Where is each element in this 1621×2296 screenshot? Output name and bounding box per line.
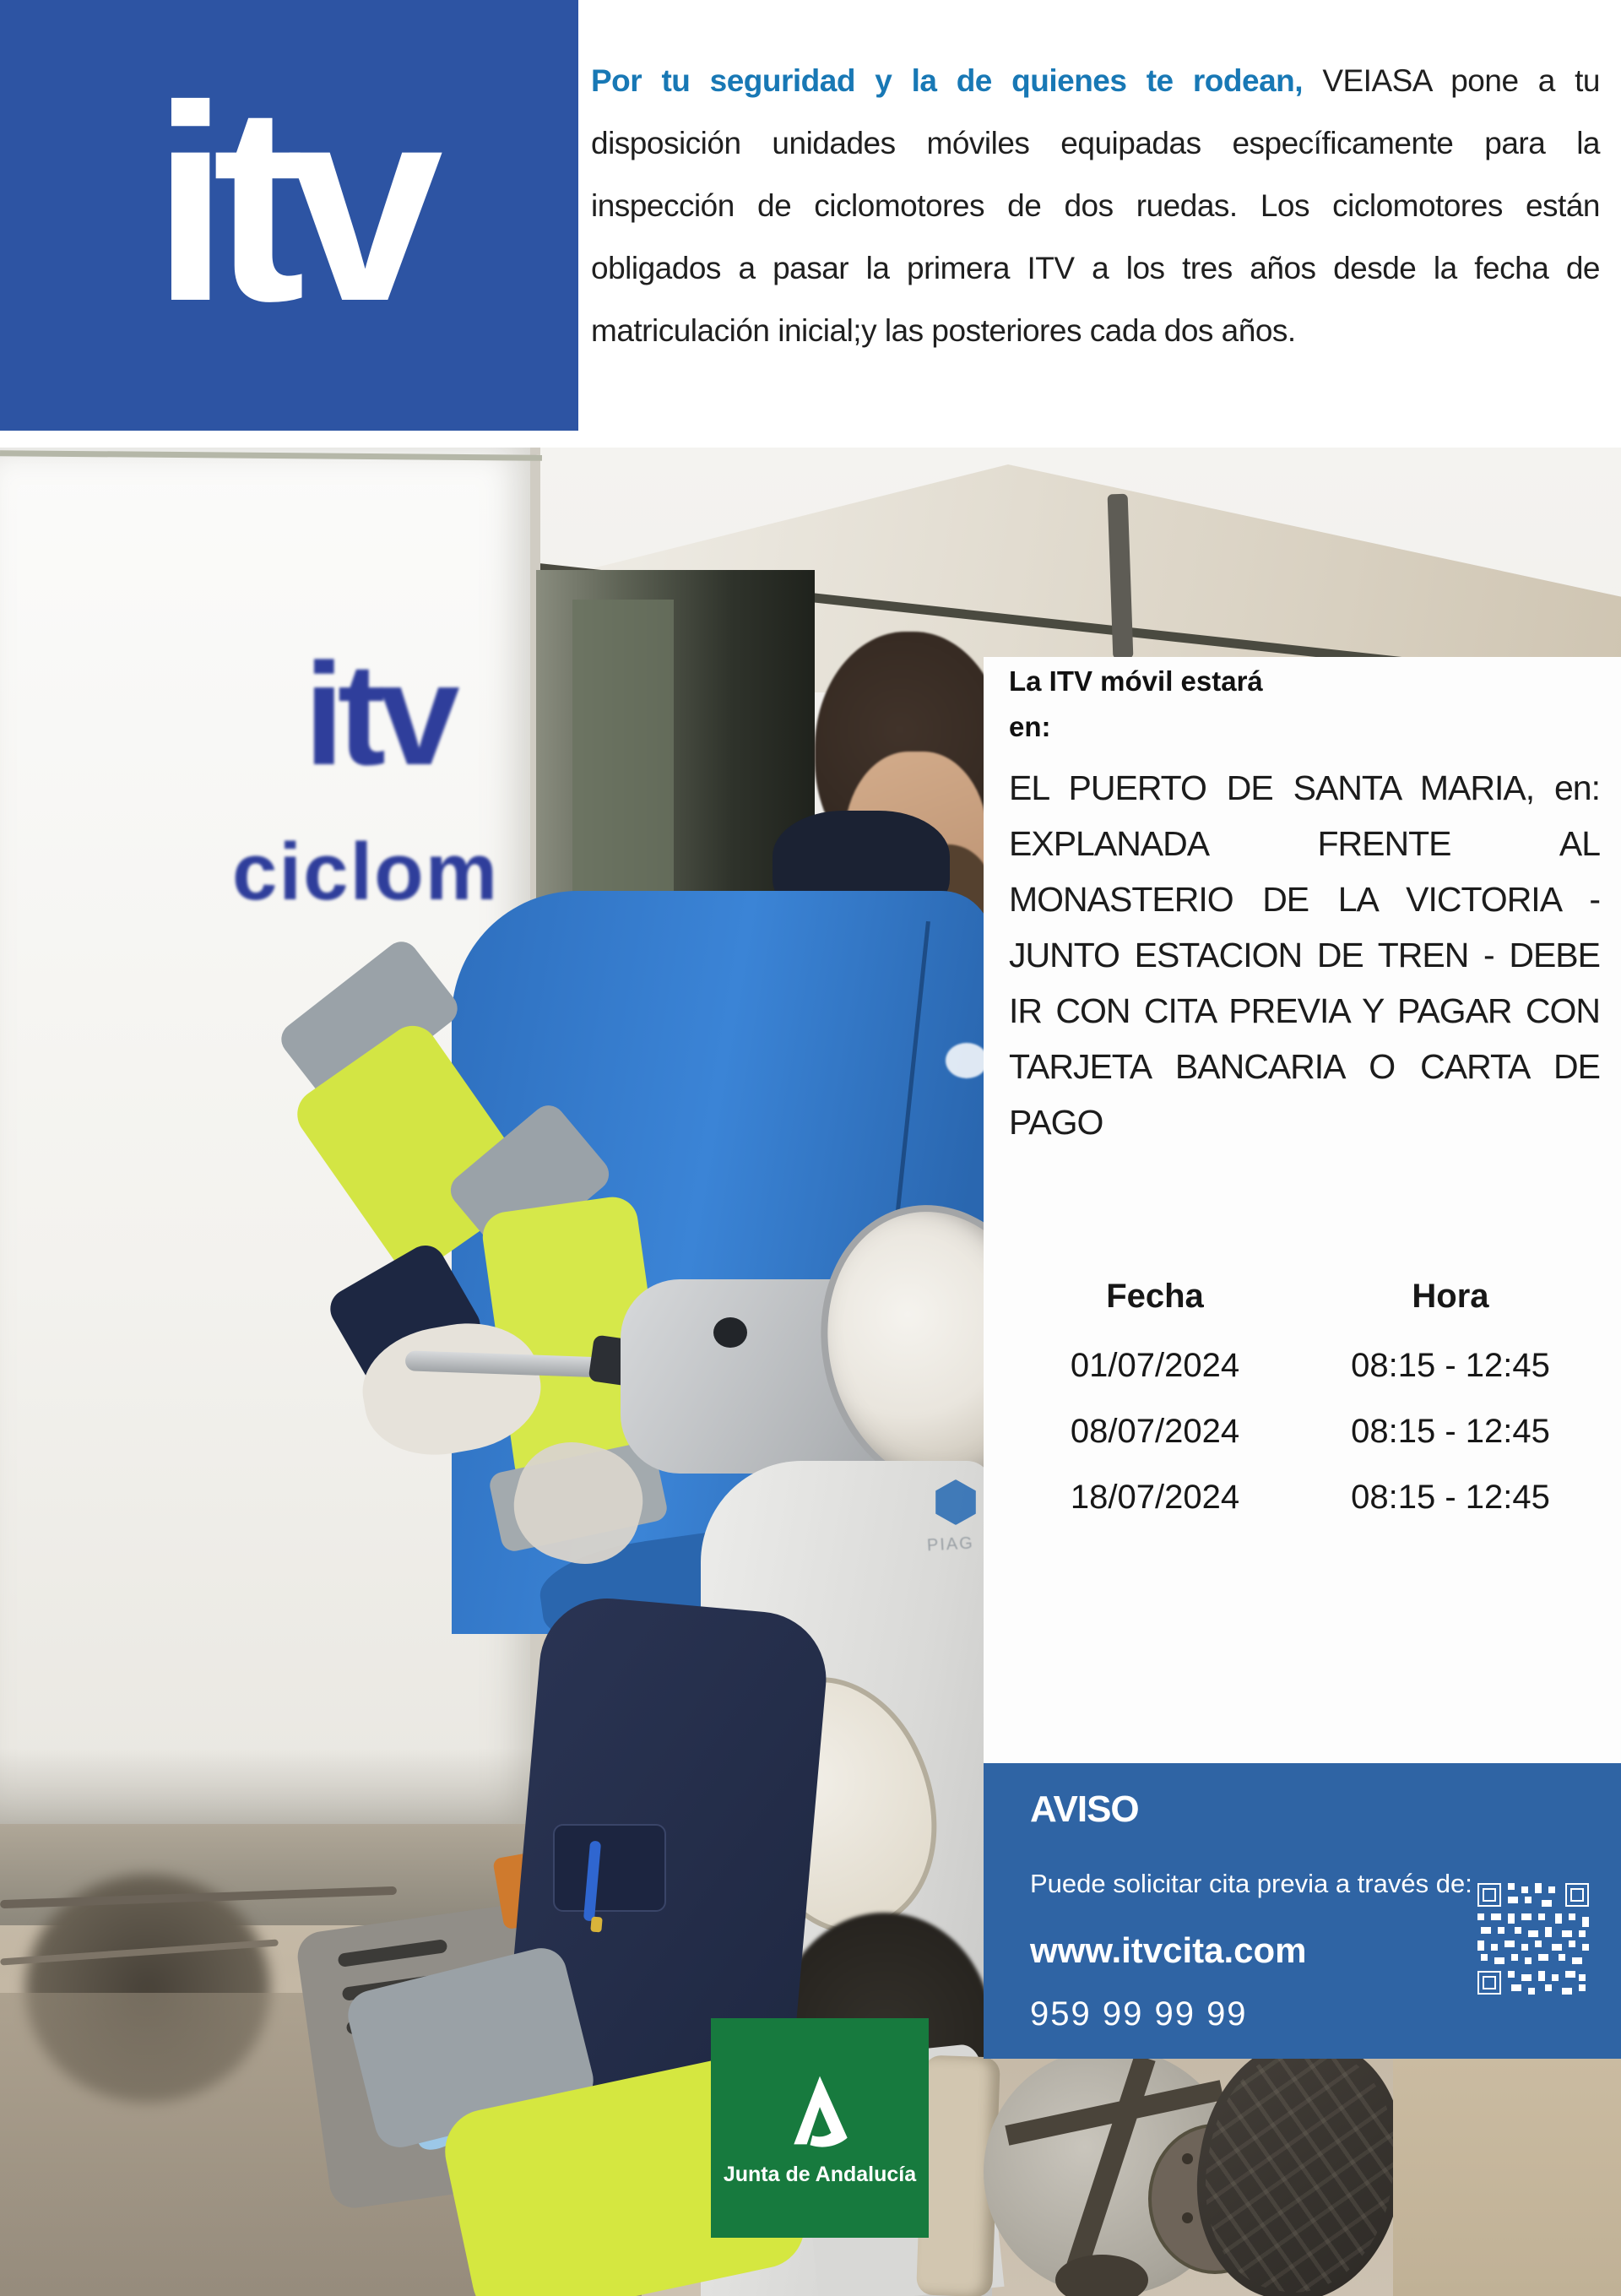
schedule-time: 08:15 - 12:45 (1351, 1347, 1550, 1384)
schedule-date: 01/07/2024 (1070, 1347, 1240, 1384)
jacket-emblem (946, 1043, 988, 1078)
itv-logo (0, 0, 578, 431)
aviso-title: AVISO (1030, 1788, 1139, 1830)
aviso-subtitle: Puede solicitar cita previa a través de: (1030, 1869, 1472, 1898)
pocket-pen-tip (590, 1916, 603, 1932)
intro-accent-text: Por tu seguridad y la de quienes te rodean, (591, 63, 1304, 98)
brake-disc-hole-3 (1182, 2212, 1193, 2223)
schedule-header-row (1007, 1261, 1598, 1333)
qr-code-icon (1477, 1883, 1589, 1995)
aviso-phone: 959 99 99 99 (1030, 1995, 1248, 2033)
schedule-time: 08:15 - 12:45 (1351, 1479, 1550, 1516)
schedule-date: 18/07/2024 (1070, 1479, 1240, 1516)
schedule-row (1007, 1464, 1598, 1530)
aviso-box (984, 1763, 1621, 2059)
schedule-time: 08:15 - 12:45 (1351, 1413, 1550, 1450)
scooter-pod-hole (713, 1317, 747, 1348)
brake-disc-hole (1182, 2153, 1193, 2164)
schedule-date: 08/07/2024 (1070, 1413, 1240, 1450)
schedule-header-fecha: Fecha (1106, 1278, 1204, 1315)
schedule-row (1007, 1398, 1598, 1464)
truck-logo-ciclom: ciclom (232, 827, 500, 917)
schedule-header-hora: Hora (1412, 1278, 1489, 1315)
schedule-table (1007, 1261, 1598, 1530)
intro-body-text: VEIASA pone a tu disposición unidades móviles equipadas específicamente para la inspección de ciclomotores de dos ruedas. Los ciclomotores están obligados a pasar la primera ITV a los tres años desde la fecha de matriculación inicial;y las posteriores cada dos años. (591, 63, 1601, 348)
location-info-box (984, 657, 1621, 1763)
info-intro-line2: en: (1009, 711, 1051, 742)
truck-logo-itv: itv (304, 633, 453, 795)
info-intro-line1: La ITV móvil estará (1009, 665, 1263, 697)
junta-a-icon (779, 2070, 860, 2151)
intro-paragraph (591, 50, 1600, 362)
itv-logo-text: itv (151, 47, 427, 359)
pavement-right (1393, 2059, 1621, 2296)
trouser-pocket (553, 1824, 666, 1912)
junta-logo-label: Junta de Andalucía (723, 2162, 917, 2186)
location-text: EL PUERTO DE SANTA MARIA, en: EXPLANADA FRENTE AL MONASTERIO DE LA VICTORIA - JUNTO ESTACION DE TREN - DEBE IR CON CITA PREVIA Y PAGAR CON TARJETA BANCARIA O CARTA DE PAGO (1009, 768, 1600, 1142)
aviso-website: www.itvcita.com (1030, 1930, 1307, 1970)
junta-de-andalucia-logo (711, 2018, 929, 2238)
schedule-row (1007, 1333, 1598, 1398)
scooter-brand-text: PIAG (926, 1533, 975, 1555)
